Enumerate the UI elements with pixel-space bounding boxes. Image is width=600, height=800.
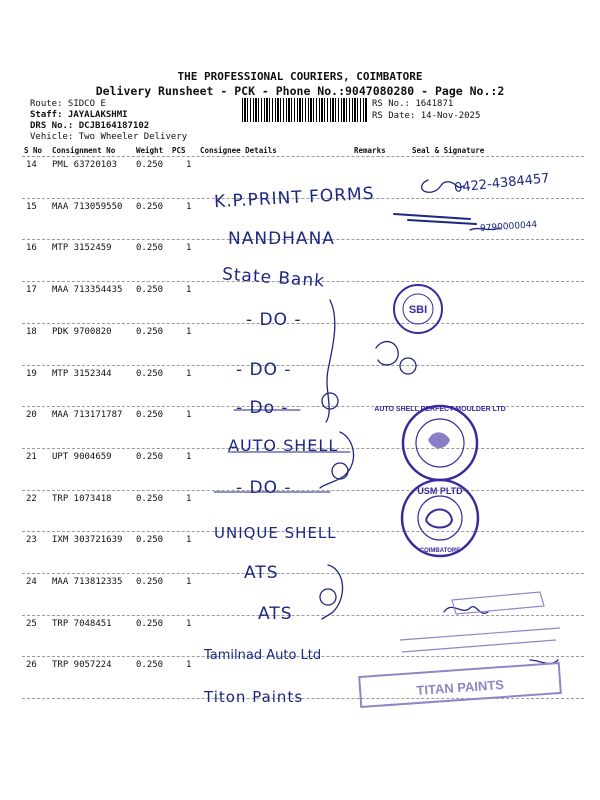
- rs-date: RS Date: 14-Nov-2025: [372, 111, 481, 121]
- cell-pcs: 1: [186, 535, 192, 546]
- cell-weight: 0.250: [136, 660, 164, 671]
- circle-mark-25: [320, 589, 336, 605]
- cell-consignment: IXM 303721639: [52, 535, 123, 546]
- handwritten-consignee-26: Tamilnad Auto Ltd: [204, 648, 322, 663]
- cell-weight: 0.250: [136, 201, 164, 212]
- autoshell-stamp-text: AUTO SHELL PERFECT MOULDER LTD: [374, 406, 506, 413]
- circle-mark-22: [332, 463, 348, 479]
- handwritten-consignee-27: Titon Paints: [204, 688, 304, 706]
- cell-pcs: 1: [186, 368, 192, 379]
- cell-pcs: 1: [186, 201, 192, 212]
- signature-scribble-15: [394, 214, 476, 224]
- header-consignee: Consignee Details: [200, 146, 277, 155]
- cell-sno: 23: [26, 535, 37, 546]
- cell-sno: 16: [26, 243, 37, 254]
- cell-pcs: 1: [186, 451, 192, 462]
- handwritten-consignee-17: State Bank: [221, 264, 326, 292]
- cell-consignment: MAA 713171787: [52, 410, 123, 421]
- cell-weight: 0.250: [136, 577, 164, 587]
- vehicle: Vehicle: Two Wheeler Delivery: [30, 132, 188, 142]
- cell-pcs: 1: [186, 243, 192, 254]
- cell-pcs: 1: [186, 326, 192, 337]
- cell-weight: 0.250: [136, 410, 164, 421]
- circle-mark-20: [322, 393, 338, 409]
- rs-number: RS No.: 1641871: [372, 99, 454, 109]
- cell-weight: 0.250: [136, 451, 164, 462]
- cell-sno: 14: [26, 160, 37, 170]
- header-remarks: Remarks: [354, 146, 386, 155]
- cell-consignment: TRP 9057224: [52, 660, 112, 671]
- bracket-rows-17-20: [326, 300, 335, 422]
- handwritten-consignee-20: - Do -: [236, 398, 289, 418]
- cell-sno: 20: [26, 410, 37, 421]
- cell-consignment: MAA 713812335: [52, 577, 123, 587]
- handwritten-consignee-15: K.P.PRINT FORMS: [213, 183, 375, 213]
- circle-mark-18: [400, 358, 416, 374]
- bracket-rows-24-25: [322, 565, 343, 619]
- cell-weight: 0.250: [136, 326, 164, 337]
- handwritten-consignee-16: NANDHANA: [228, 229, 335, 249]
- header-consignment: Consignment No: [52, 146, 116, 155]
- header-weight: Weight: [136, 146, 164, 155]
- cell-pcs: 1: [186, 493, 192, 504]
- cell-weight: 0.250: [136, 535, 164, 546]
- cell-consignment: MAA 713354435: [52, 285, 123, 296]
- cell-consignment: MAA 713059550: [52, 201, 123, 212]
- autoshell-stamp: [374, 406, 505, 480]
- cell-sno: 15: [26, 201, 37, 212]
- staff: Staff: JAYALAKSHMI: [30, 110, 128, 120]
- sbi-stamp: [394, 285, 442, 333]
- cell-consignment: MTP 3152344: [52, 368, 112, 379]
- header-seal: Seal & Signature: [412, 146, 485, 155]
- cell-pcs: 1: [186, 660, 192, 671]
- signature-scribble-18: [376, 342, 398, 365]
- handwritten-consignee-21: AUTO SHELL: [228, 436, 339, 455]
- handwritten-consignee-23: UNIQUE SHELL: [214, 524, 337, 542]
- cell-consignment: UPT 9004659: [52, 451, 112, 462]
- handwritten-consignee-24: ATS: [244, 563, 279, 583]
- usm-stamp-place: COIMBATORE: [419, 548, 461, 554]
- cell-weight: 0.250: [136, 493, 164, 504]
- cell-consignment: PML 63720103: [52, 160, 118, 170]
- underline-marks: [214, 410, 350, 492]
- cell-pcs: 1: [186, 410, 192, 421]
- titan-stamp: [359, 663, 561, 707]
- signature-scribble-16: [470, 228, 500, 230]
- titan-stamp-text: TITAN PAINTS: [415, 676, 505, 699]
- signature-scribble-25: [444, 607, 488, 614]
- usm-stamp-text: USM PLTD: [417, 486, 463, 496]
- cell-consignment: TRP 1073418: [52, 493, 112, 504]
- sbi-stamp-text: SBI: [408, 304, 428, 316]
- cell-sno: 24: [26, 577, 37, 587]
- cell-weight: 0.250: [136, 368, 164, 379]
- runsheet-subtitle: Delivery Runsheet - PCK - Phone No.:9047080280 - Page No.:2: [95, 84, 505, 98]
- cell-pcs: 1: [186, 285, 192, 296]
- cell-pcs: 1: [186, 577, 192, 587]
- cell-sno: 19: [26, 368, 37, 379]
- cell-weight: 0.250: [136, 618, 164, 629]
- cell-weight: 0.250: [136, 160, 164, 170]
- signature-phone: 0422-4384457: [453, 171, 551, 196]
- handwritten-consignee-18: - DO -: [246, 310, 302, 330]
- cell-sno: 21: [26, 451, 37, 462]
- cell-consignment: PDK 9700820: [52, 326, 112, 337]
- bracket-rows-21-22: [320, 432, 354, 488]
- faint-stamp-marks: [400, 592, 560, 652]
- handwritten-consignee-25: ATS: [258, 604, 293, 624]
- cell-sno: 22: [26, 493, 37, 504]
- cell-pcs: 1: [186, 618, 192, 629]
- cell-sno: 17: [26, 285, 37, 296]
- signature-scribble-14: [422, 180, 464, 192]
- cell-sno: 18: [26, 326, 37, 337]
- company-name: THE PROFESSIONAL COURIERS, COIMBATORE: [177, 70, 423, 83]
- route: Route: SIDCO E: [30, 99, 106, 109]
- header-pcs: PCS: [172, 146, 186, 155]
- cell-weight: 0.250: [136, 243, 164, 254]
- cell-consignment: MTP 3152459: [52, 243, 112, 254]
- cell-sno: 26: [26, 660, 37, 671]
- cell-consignment: TRP 7048451: [52, 618, 112, 629]
- cell-pcs: 1: [186, 160, 192, 170]
- handwritten-consignee-22: - DO -: [236, 478, 292, 498]
- cell-weight: 0.250: [136, 285, 164, 296]
- header-sno: S No: [24, 146, 43, 155]
- signature-number: 9790000044: [479, 220, 538, 234]
- usm-stamp: [402, 480, 478, 556]
- handwritten-consignee-19: - DO -: [236, 360, 292, 380]
- cell-sno: 25: [26, 618, 37, 629]
- drs-number: DRS No.: DCJB164187102: [30, 121, 150, 131]
